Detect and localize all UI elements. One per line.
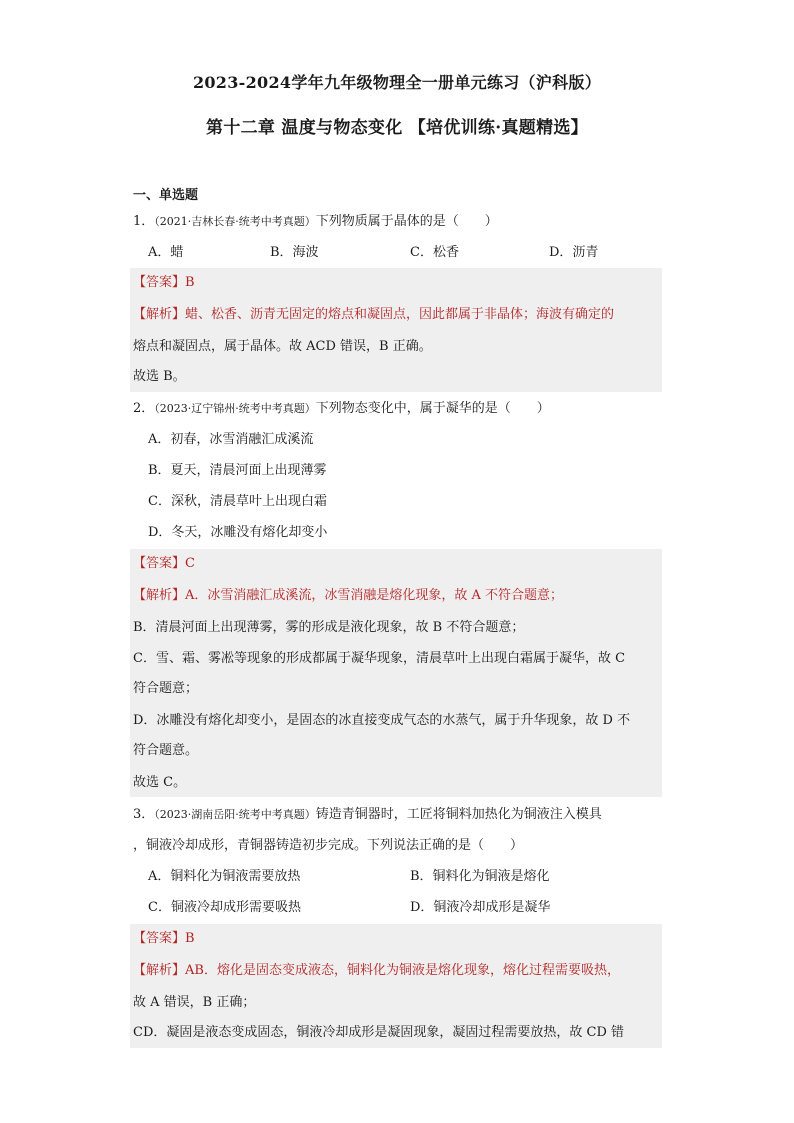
analysis-text: 符合题意。 <box>133 743 199 758</box>
q1-option-d: D．沥青 <box>549 245 599 260</box>
analysis-text: AB．熔化是固态变成液态，铜料化为铜液是熔化现象，熔化过程需要吸热， <box>185 963 620 978</box>
q3-option-c: C．铜液冷却成形需要吸热 <box>148 900 301 915</box>
analysis-text: D．冰雕没有熔化却变小，是固态的冰直接变成气态的水蒸气，属于升华现象，故 D 不 <box>133 713 631 728</box>
question-1 <box>133 212 498 232</box>
question-stem-continued: ，铜液冷却成形，青铜器铸造初步完成。下列说法正确的是（ ） <box>133 838 524 853</box>
question-stem: 铸造青铜器时，工匠将铜料加热化为铜液注入模具 <box>315 807 602 822</box>
question-stem: 下列物质属于晶体的是（ ） <box>315 214 498 229</box>
q1-option-b: B．海波 <box>270 245 319 260</box>
q3-option-b: B．铜料化为铜液是熔化 <box>410 869 550 884</box>
analysis-text: C．雪、霜、雾凇等现象的形成都属于凝华现象，清晨草叶上出现白霜属于凝华，故 C <box>133 651 626 666</box>
question-stem: 下列物态变化中，属于凝华的是（ ） <box>315 401 550 416</box>
q1-option-c: C．松香 <box>410 245 459 260</box>
q3-option-a: A．铜料化为铜液需要放热 <box>148 869 301 884</box>
q2-option-a: A．初春，冰雪消融汇成溪流 <box>148 432 314 447</box>
answer-label: 【答案】 <box>133 931 186 946</box>
conclusion-text: 故选 B。 <box>133 369 186 384</box>
question-source: （2021·吉林长春·统考中考真题） <box>154 215 316 228</box>
conclusion-text: 故选 C。 <box>133 775 187 790</box>
q1-option-a: A．蜡 <box>148 245 184 260</box>
q2-answer-block <box>130 549 662 797</box>
question-source: （2023·湖南岳阳·统考中考真题） <box>154 808 316 821</box>
q2-option-b: B．夏天，清晨河面上出现薄雾 <box>148 463 327 478</box>
analysis-label: 【解析】 <box>133 963 186 978</box>
q2-option-c: C．深秋，清晨草叶上出现白霜 <box>148 494 327 509</box>
analysis-line <box>133 586 563 606</box>
document-title: 2023-2024学年九年级物理全一册单元练习（沪科版） <box>192 73 602 92</box>
analysis-line <box>133 961 620 981</box>
question-number: 2． <box>133 401 155 416</box>
analysis-text: 蜡、松香、沥青无固定的熔点和凝固点，因此都属于非晶体；海波有确定的 <box>185 307 615 322</box>
answer-label: 【答案】 <box>133 275 186 290</box>
answer-value: C <box>185 556 195 571</box>
q3-answer-block <box>130 924 662 1048</box>
answer-line <box>133 273 195 293</box>
analysis-line <box>133 305 614 325</box>
analysis-text: 符合题意； <box>133 681 199 696</box>
question-source: （2023·辽宁锦州·统考中考真题） <box>154 402 316 415</box>
analysis-label: 【解析】 <box>133 307 186 322</box>
q1-answer-block <box>130 268 662 392</box>
section-heading: 一、单选题 <box>133 188 199 203</box>
question-2 <box>133 399 550 419</box>
analysis-text: A．冰雪消融汇成溪流，冰雪消融是熔化现象，故 A 不符合题意； <box>185 588 564 603</box>
answer-line <box>133 929 195 949</box>
analysis-text: 故 A 错误，B 正确； <box>133 995 256 1010</box>
answer-line <box>133 554 195 574</box>
analysis-text: CD．凝固是液态变成固态，铜液冷却成形是凝固现象，凝固过程需要放热，故 CD 错 <box>133 1025 625 1040</box>
answer-value: B <box>185 275 195 290</box>
q3-option-d: D．铜液冷却成形是凝华 <box>410 900 551 915</box>
analysis-label: 【解析】 <box>133 588 186 603</box>
analysis-text: 熔点和凝固点，属于晶体。故 ACD 错误，B 正确。 <box>133 339 432 354</box>
answer-label: 【答案】 <box>133 556 186 571</box>
question-number: 1． <box>133 214 155 229</box>
question-3 <box>133 805 602 825</box>
answer-value: B <box>185 931 195 946</box>
q2-option-d: D．冬天，冰雕没有熔化却变小 <box>148 525 328 540</box>
analysis-text: B．清晨河面上出现薄雾，雾的形成是液化现象，故 B 不符合题意； <box>133 620 525 635</box>
chapter-title: 第十二章 温度与物态变化 【培优训练·真题精选】 <box>206 118 588 138</box>
question-number: 3． <box>133 807 155 822</box>
